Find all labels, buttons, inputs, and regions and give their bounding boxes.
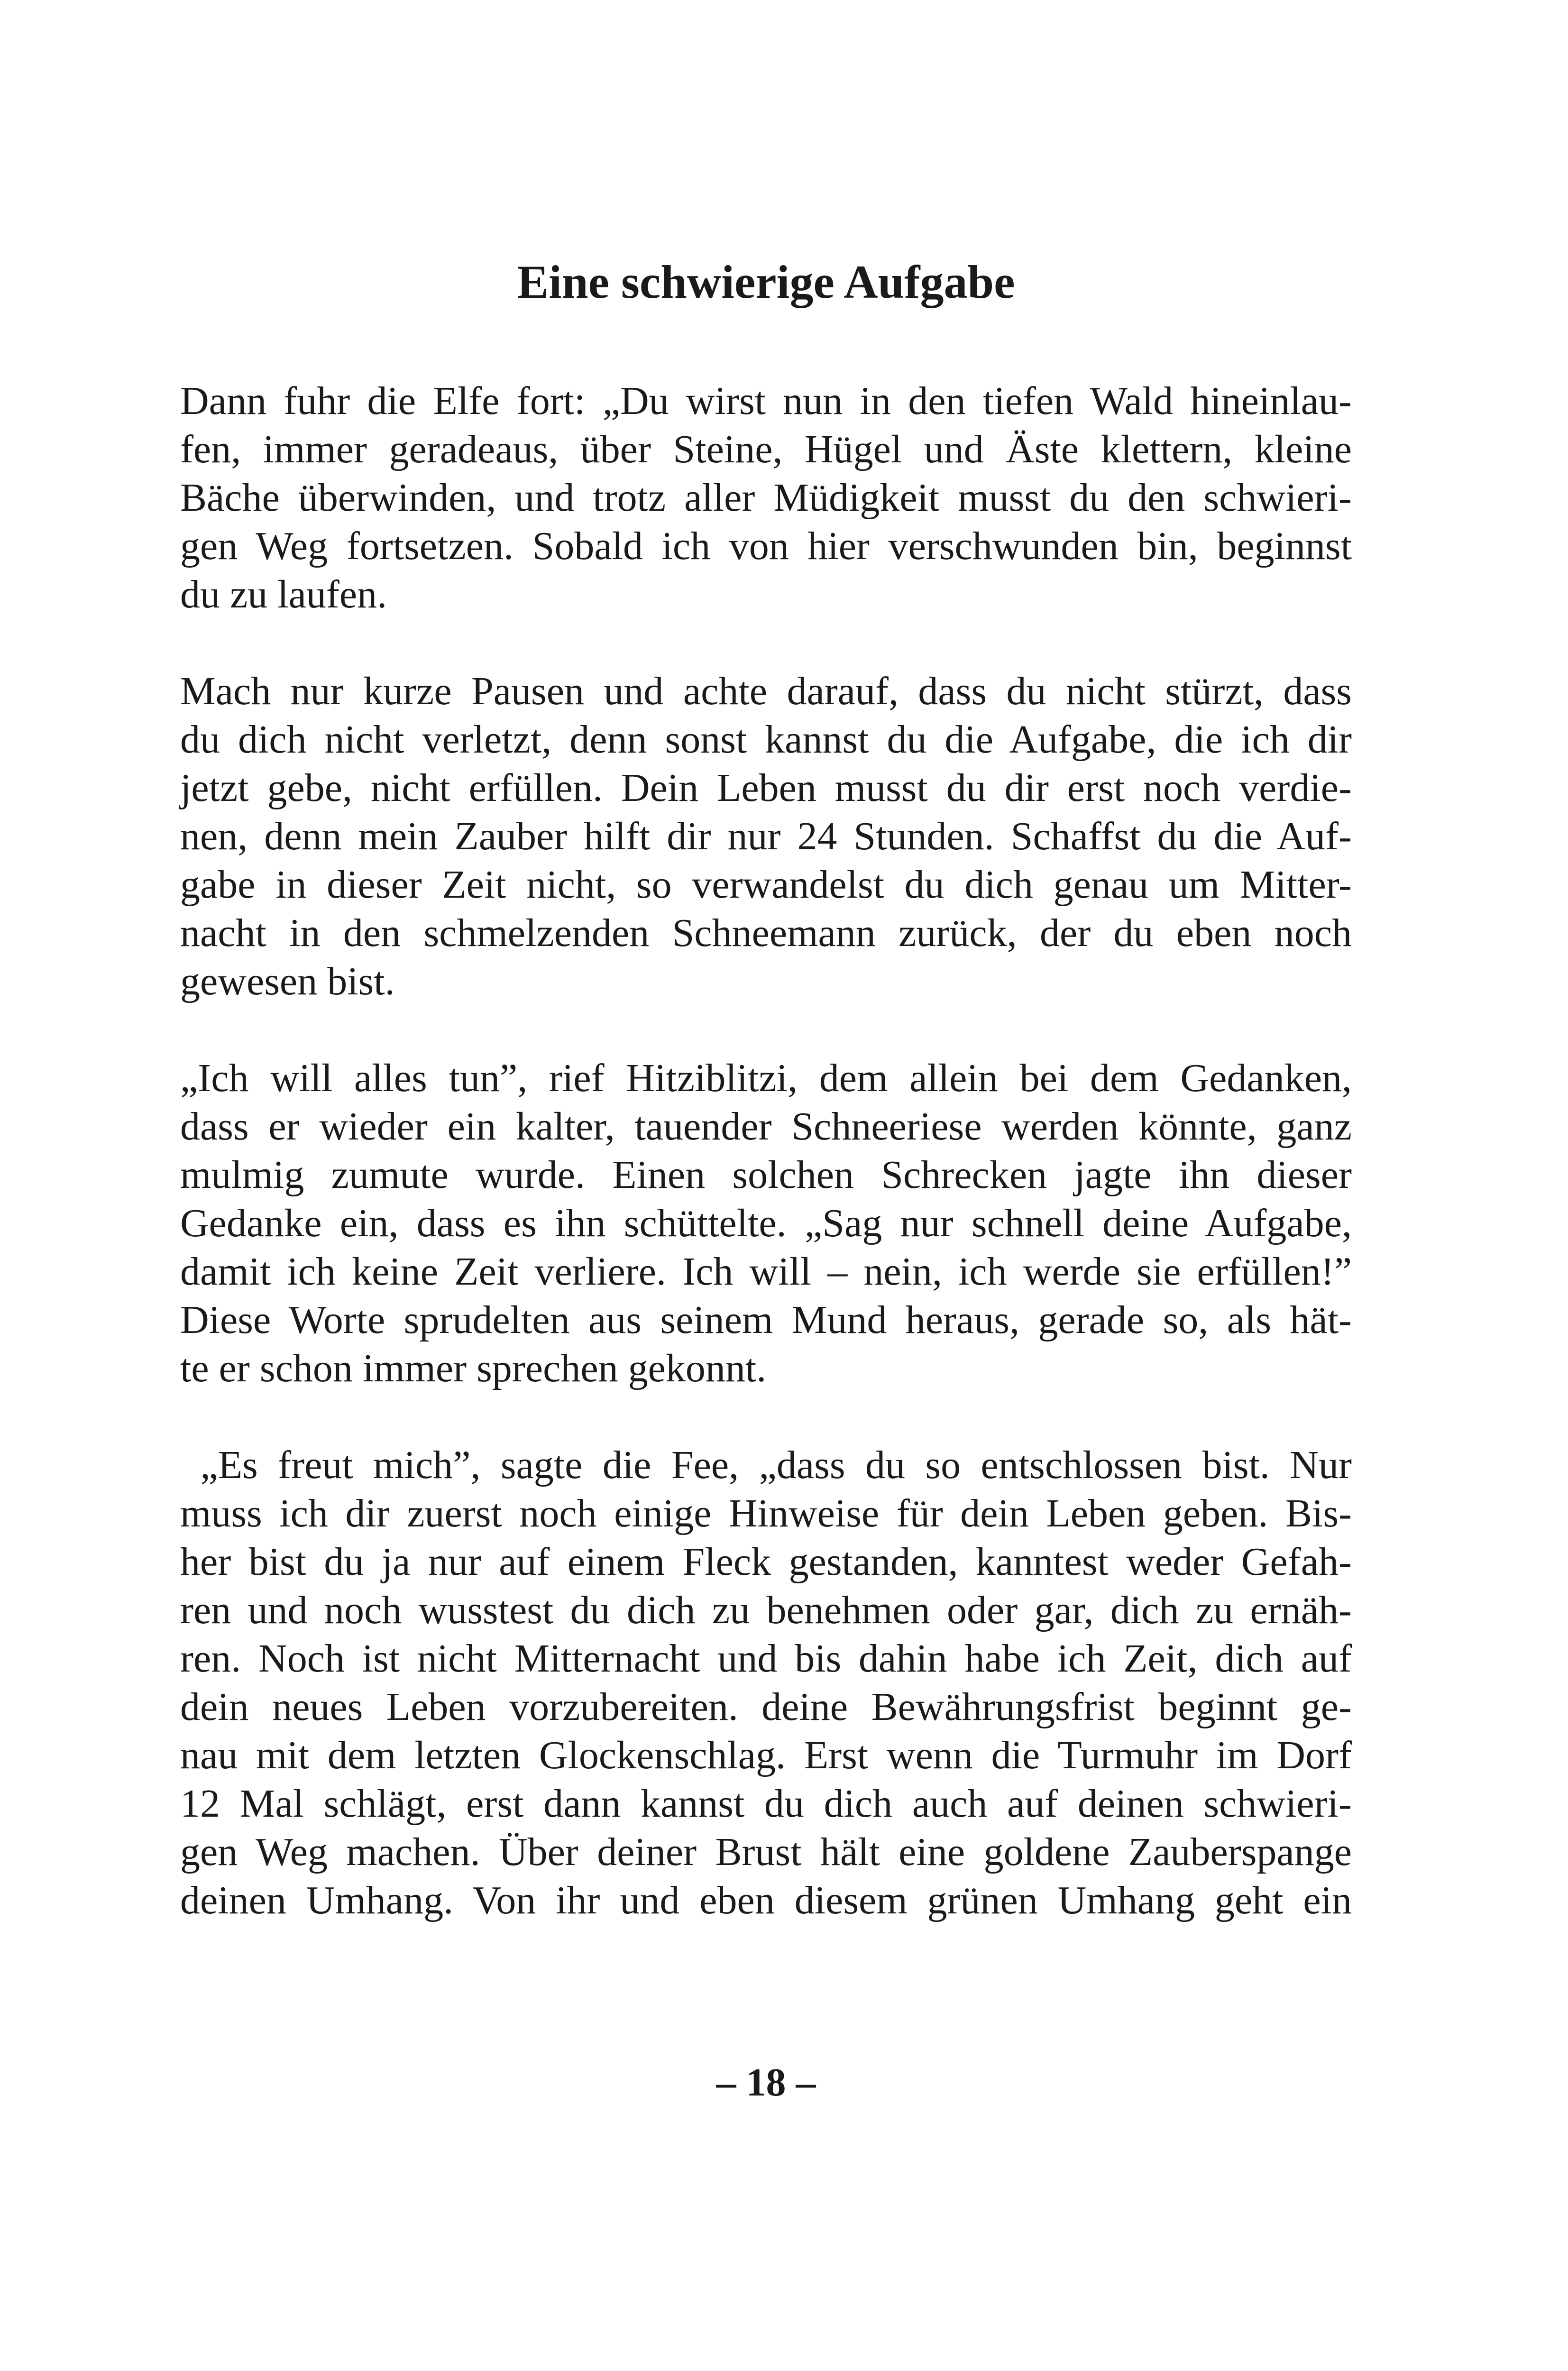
- text-line: nacht in den schmelzenden Schneemann zurück, der du eben noch: [180, 911, 1352, 955]
- text-line: nen, denn mein Zauber hilft dir nur 24 Stunden. Schaffst du die Auf-: [180, 814, 1352, 858]
- text-line: Mach nur kurze Pausen und achte darauf, dass du nicht stürzt, dass: [180, 669, 1352, 713]
- text-line: deinen Umhang. Von ihr und eben diesem grünen Umhang geht ein: [180, 1878, 1352, 1922]
- paragraph: [180, 377, 1352, 619]
- text-line: Bäche überwinden, und trotz aller Müdigkeit musst du den schwieri-: [180, 476, 1352, 520]
- text-line: Gedanke ein, dass es ihn schüttelte. „Sag nur schnell deine Aufgabe,: [180, 1201, 1352, 1245]
- text-line: Diese Worte sprudelten aus seinem Mund heraus, gerade so, als hät-: [180, 1298, 1352, 1342]
- chapter-title: Eine schwierige Aufgabe: [517, 256, 1015, 308]
- text-line: gewesen bist.: [180, 959, 395, 1003]
- text-line: gen Weg fortsetzen. Sobald ich von hier verschwunden bin, beginnst: [180, 524, 1352, 568]
- text-line: her bist du ja nur auf einem Fleck gestanden, kanntest weder Gefah-: [180, 1540, 1352, 1584]
- text-line: du dich nicht verletzt, denn sonst kannst du die Aufgabe, die ich dir: [180, 717, 1352, 762]
- text-line: ren. Noch ist nicht Mitternacht und bis dahin habe ich Zeit, dich auf: [180, 1636, 1352, 1681]
- text-line: gabe in dieser Zeit nicht, so verwandelst du dich genau um Mitter-: [180, 863, 1352, 907]
- body-text: [180, 377, 1352, 1925]
- paragraph: [180, 667, 1352, 1006]
- text-line: te er schon immer sprechen gekonnt.: [180, 1346, 767, 1390]
- text-line: „Ich will alles tun”, rief Hitziblitzi, dem allein bei dem Gedanken,: [180, 1056, 1352, 1100]
- text-line: Dann fuhr die Elfe fort: „Du wirst nun in den tiefen Wald hineinlau-: [180, 379, 1352, 423]
- text-line: „Es freut mich”, sagte die Fee, „dass du so entschlossen bist. Nur: [180, 1443, 1352, 1487]
- text-line: damit ich keine Zeit verliere. Ich will – nein, ich werde sie erfüllen!”: [180, 1250, 1352, 1294]
- text-line: nau mit dem letzten Glockenschlag. Erst wenn die Turmuhr im Dorf: [180, 1733, 1352, 1777]
- text-line: du zu laufen.: [180, 572, 387, 616]
- text-line: jetzt gebe, nicht erfüllen. Dein Leben musst du dir erst noch verdie-: [180, 766, 1352, 810]
- text-line: fen, immer geradeaus, über Steine, Hügel und Äste klettern, kleine: [180, 427, 1352, 471]
- text-line: gen Weg machen. Über deiner Brust hält eine goldene Zauberspange: [180, 1830, 1352, 1874]
- text-line: ren und noch wusstest du dich zu benehmen oder gar, dich zu ernäh-: [180, 1588, 1352, 1632]
- paragraph: [180, 1441, 1352, 1925]
- text-line: muss ich dir zuerst noch einige Hinweise für dein Leben geben. Bis-: [180, 1491, 1352, 1535]
- text-line: dein neues Leben vorzubereiten. deine Bewährungsfrist beginnt ge-: [180, 1685, 1352, 1729]
- paragraph: [180, 1054, 1352, 1393]
- page-number: – 18 –: [716, 2060, 816, 2104]
- text-line: 12 Mal schlägt, erst dann kannst du dich auch auf deinen schwieri-: [180, 1782, 1352, 1826]
- text-line: dass er wieder ein kalter, tauender Schneeriese werden könnte, ganz: [180, 1104, 1352, 1149]
- text-line: mulmig zumute wurde. Einen solchen Schrecken jagte ihn dieser: [180, 1153, 1352, 1197]
